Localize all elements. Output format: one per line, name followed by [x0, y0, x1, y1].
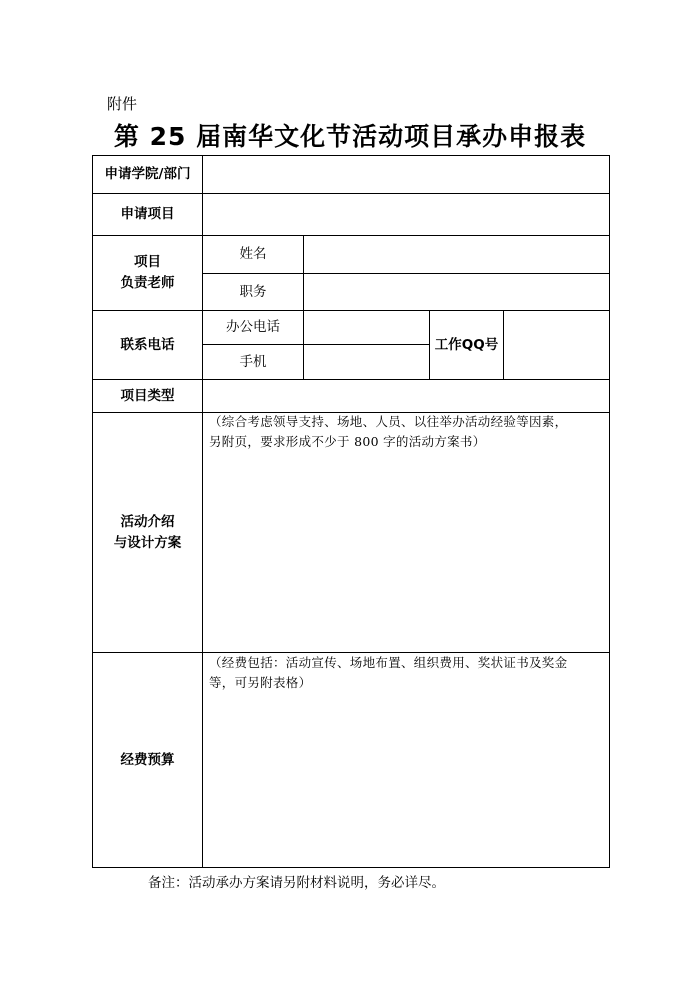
footer-note: 备注：活动承办方案请另附材料说明，务必详尽。 — [148, 875, 445, 891]
teacher-label-line2: 负责老师 — [120, 275, 175, 291]
office-phone-label: 办公电话 — [226, 319, 280, 335]
college-label: 申请学院/部门 — [104, 166, 191, 182]
phone-label: 联系电话 — [120, 336, 175, 353]
office-phone-field[interactable] — [304, 311, 429, 344]
qq-label: 工作QQ号 — [434, 336, 499, 353]
attachment-label: 附件 — [107, 95, 138, 113]
mobile-field[interactable] — [304, 345, 429, 379]
type-field[interactable] — [203, 380, 609, 412]
qq-field[interactable] — [504, 311, 609, 379]
budget-label: 经费预算 — [120, 751, 175, 768]
table-border-right — [609, 155, 610, 868]
name-label: 姓名 — [239, 246, 267, 262]
project-label: 申请项目 — [120, 206, 175, 222]
name-field[interactable] — [304, 236, 609, 273]
intro-hint-line2: 另附页，要求形成不少于 800 字的活动方案书） — [209, 434, 486, 449]
budget-hint-line1: （经费包括：活动宣传、场地布置、组织费用、奖状证书及奖金 — [209, 655, 568, 670]
type-label: 项目类型 — [120, 387, 175, 404]
budget-hint-line2: 等，可另附表格） — [209, 675, 312, 690]
position-label: 职务 — [239, 283, 267, 300]
college-field[interactable] — [203, 156, 609, 193]
intro-hint-line1: （综合考虑领导支持、场地、人员、以往举办活动经验等因素， — [209, 414, 568, 429]
mobile-label: 手机 — [239, 353, 267, 370]
teacher-label-line1: 项目 — [134, 254, 161, 270]
teacher-label — [93, 236, 202, 310]
position-field[interactable] — [304, 274, 609, 310]
intro-label-line2: 与设计方案 — [113, 534, 182, 551]
intro-label-line1: 活动介绍 — [120, 513, 175, 530]
project-field[interactable] — [203, 194, 609, 235]
table-border-bottom — [92, 867, 610, 868]
form-title: 第 25 届南华文化节活动项目承办申报表 — [113, 122, 587, 151]
intro-label — [93, 413, 202, 652]
